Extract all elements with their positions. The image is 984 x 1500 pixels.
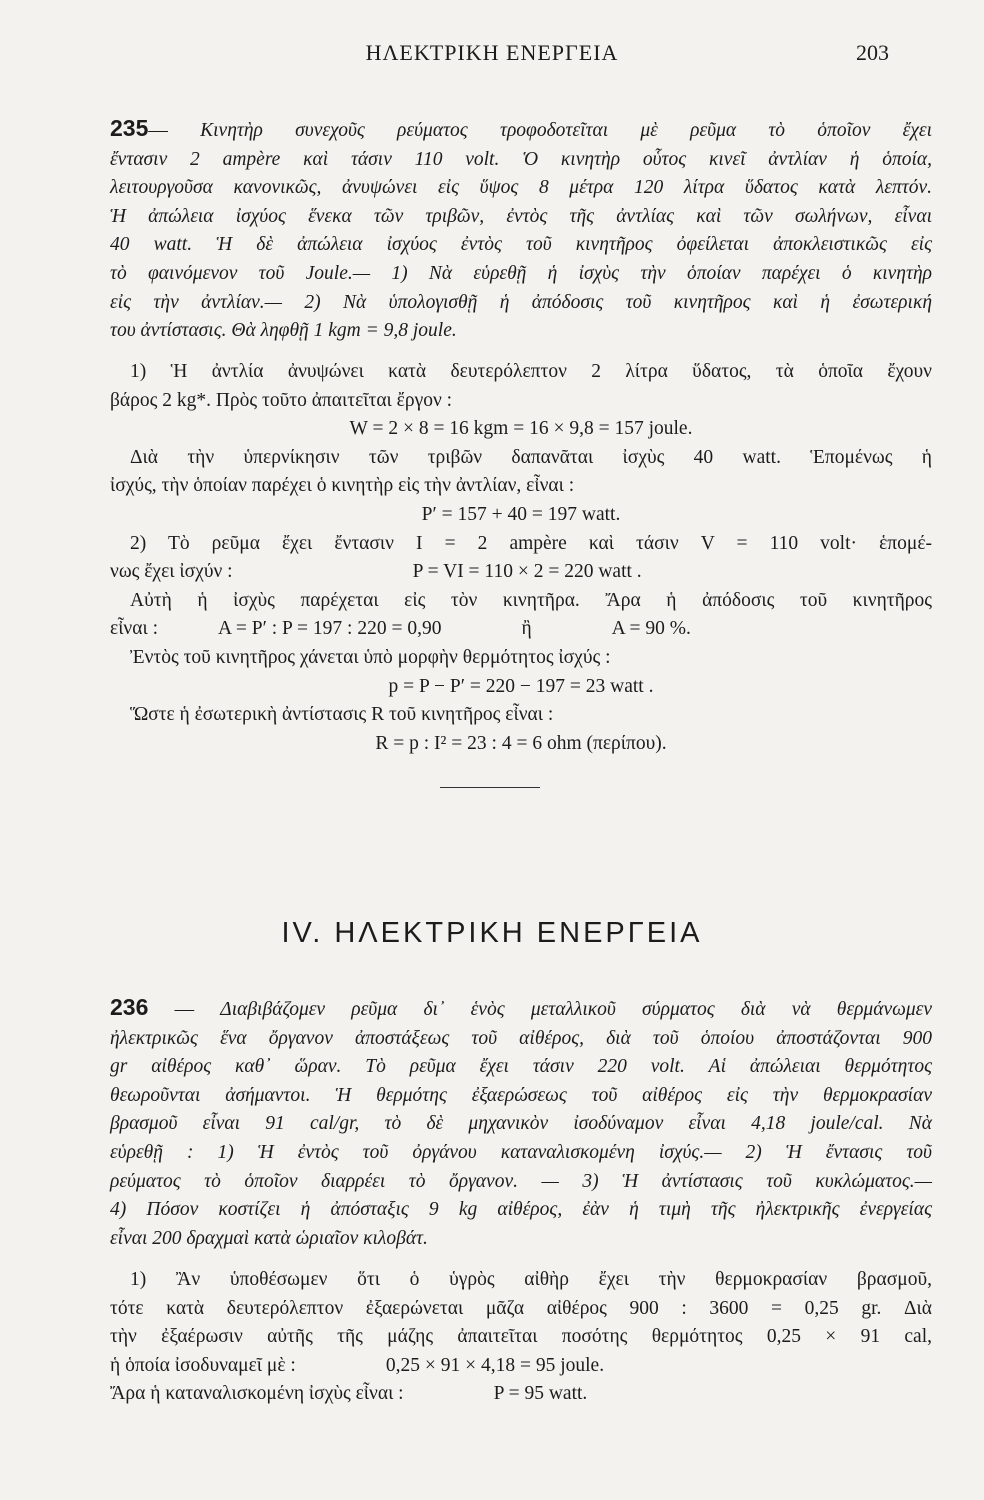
running-header-title: ΗΛΕΚΤΡΙΚΗ ΕΝΕΡΓΕΙΑ	[365, 40, 619, 65]
statement-line: Ἡ ἀπώλεια ἰσχύος ἕνεκα τῶν τριβῶν, ἐντὸς τῆς ἀντλίας καὶ τῶν σωλήνων, εἶναι	[110, 205, 932, 227]
solution-line: 1) Ἂν ὑποθέσωμεν ὅτι ὁ ὑγρὸς αἰθὴρ ἔχει τὴν θερμοκρασίαν βρασμοῦ,	[130, 1269, 932, 1290]
problem-dash: —	[174, 999, 195, 1020]
solution-line: νως ἔχει ἰσχύν : P = VI = 110 × 2 = 220 watt .	[110, 561, 642, 583]
problem-235-statement	[110, 114, 932, 346]
problem-235-solution	[110, 358, 932, 758]
solution-line: τὴν ἐξαέρωσιν αὐτῆς τῆς μάζης ἀπαιτεῖται ποσότης θερμότητος 0,25 × 91 cal,	[110, 1326, 932, 1348]
problem-236-solution	[110, 1266, 932, 1409]
statement-line: θεωροῦνται ἀσήμαντοι. Ἡ θερμότης ἐξαερώσεως τοῦ αἰθέρος εἰς τὴν θερμοκρασίαν	[110, 1084, 932, 1106]
statement-line: λειτουργοῦσα κανονικῶς, ἀνυψώνει εἰς ὕψος 8 μέτρα 120 λίτρα ὕδατος κατὰ λεπτόν.	[110, 177, 932, 199]
equation: A = 90 %.	[611, 618, 691, 640]
statement-line: του ἀντίστασις. Θὰ ληφθῇ 1 kgm = 9,8 joule.	[110, 320, 457, 342]
solution-line: Ἄρα ἡ καταναλισκομένη ἰσχὺς εἶναι : P = 95 watt.	[110, 1383, 588, 1405]
equation: W = 2 × 8 = 16 kgm = 16 × 9,8 = 157 joule.	[349, 418, 693, 440]
equation: R = p : I² = 23 : 4 = 6 ohm (περίπου).	[375, 732, 667, 754]
section-heading: IV. ΗΛΕΚΤΡΙΚΗ ΕΝΕΡΓΕΙΑ	[281, 917, 703, 949]
solution-line: Αὐτὴ ἡ ἰσχὺς παρέχεται εἰς τὸν κινητῆρα. Ἄρα ἡ ἀπόδοσις τοῦ κινητῆρος	[130, 589, 932, 611]
solution-line: εἶναι : A = P′ : P = 197 : 220 = 0,90 ἢ A = 90 %.	[110, 618, 691, 640]
solution-line: ἰσχύς, τὴν ὁποίαν παρέχει ὁ κινητὴρ εἰς τὴν ἀντλίαν, εἶναι :	[110, 475, 575, 497]
statement-line: τὸ φαινόμενον τοῦ Joule.— 1) Νὰ εὑρεθῇ ἡ ἰσχὺς τὴν ὁποίαν παρέχει ὁ κινητὴρ	[110, 262, 932, 284]
solution-line: Ἐντὸς τοῦ κινητῆρος χάνεται ὑπὸ μορφὴν θερμότητος ἰσχύς :	[130, 646, 611, 668]
statement-line: 40 watt. Ἡ δὲ ἀπώλεια ἰσχύος ἐντὸς τοῦ κινητῆρος ὀφείλεται ἀποκλειστικῶς εἰς	[110, 234, 932, 256]
solution-line: 2) Τὸ ρεῦμα ἔχει ἔντασιν I = 2 ampère καὶ τάσιν V = 110 volt· ἑπομέ-	[130, 532, 932, 554]
equation: P = 95 watt.	[493, 1383, 588, 1405]
page-number: 203	[856, 40, 889, 65]
solution-line: τότε κατὰ δευτερόλεπτον ἐξαερώνεται μᾶζα αἰθέρος 900 : 3600 = 0,25 gr. Διὰ	[110, 1297, 932, 1319]
solution-line: βάρος 2 kg*. Πρὸς τοῦτο ἀπαιτεῖται ἔργον :	[110, 389, 453, 411]
solution-line: Διὰ τὴν ὑπερνίκησιν τῶν τριβῶν δαπανᾶται ἰσχὺς 40 watt. Ἑπομένως ἡ	[130, 446, 932, 468]
problem-236-statement	[110, 993, 932, 1253]
problem-number: 236	[110, 994, 149, 1020]
statement-line: 236 — Διαβιβάζομεν ρεῦμα δι᾽ ἑνὸς μεταλλικοῦ σύρματος διὰ νὰ θερμάνωμεν	[110, 994, 933, 1020]
statement-line: βρασμοῦ εἶναι 91 cal/gr, τὸ δὲ μηχανικὸν ἰσοδύναμον εἶναι 4,18 joule/cal. Νὰ	[110, 1113, 932, 1135]
equation: P = VI = 110 × 2 = 220 watt .	[412, 561, 642, 583]
statement-line: ρεύματος τὸ ὁποῖον διαρρέει τὸ ὄργανον. — 3) Ἡ ἀντίστασις τοῦ κυκλώματος.—	[110, 1170, 932, 1192]
problem-dash: —	[148, 120, 168, 141]
problem-number: 235	[110, 115, 149, 141]
equation: 0,25 × 91 × 4,18 = 95 joule.	[385, 1354, 605, 1376]
solution-line: 1) Ἡ ἀντλία ἀνυψώνει κατὰ δευτερόλεπτον 2 λίτρα ὕδατος, τὰ ὁποῖα ἔχουν	[130, 361, 932, 382]
statement-line: εἶναι 200 δραχμαὶ κατὰ ὡριαῖον κιλοβάτ.	[110, 1227, 428, 1249]
statement-line: ἔντασιν 2 ampère καὶ τάσιν 110 volt. Ὁ κινητὴρ οὗτος κινεῖ ἀντλίαν ἡ ὁποία,	[110, 148, 932, 170]
equation: A = P′ : P = 197 : 220 = 0,90	[218, 618, 442, 640]
statement-line: εἰς τὴν ἀντλίαν.— 2) Νὰ ὑπολογισθῇ ἡ ἀπόδοσις τοῦ κινητῆρος καὶ ἡ ἐσωτερική	[110, 291, 932, 313]
equation: p = P − P′ = 220 − 197 = 23 watt .	[388, 675, 654, 697]
separator-rule	[440, 787, 540, 788]
equation: P′ = 157 + 40 = 197 watt.	[421, 503, 621, 525]
solution-line: Ὥστε ἡ ἐσωτερικὴ ἀντίστασις R τοῦ κινητῆρος εἶναι :	[130, 704, 554, 726]
statement-line: ἠλεκτρικῶς ἕνα ὄργανον ἀποστάξεως τοῦ αἰθέρος, διὰ τοῦ ὁποίου ἀποστάζονται 900	[110, 1027, 932, 1049]
solution-line: ἡ ὁποία ἰσοδυναμεῖ μὲ : 0,25 × 91 × 4,18 = 95 joule.	[110, 1354, 605, 1376]
statement-line: εὑρεθῇ : 1) Ἡ ἐντὸς τοῦ ὀργάνου καταναλισκομένη ἰσχύς.— 2) Ἡ ἔντασις τοῦ	[110, 1141, 932, 1163]
statement-line: 4) Πόσον κοστίζει ἡ ἀπόσταξις 9 kg αἰθέρος, ἐὰν ἡ τιμὴ τῆς ἠλεκτρικῆς ἐνεργείας	[110, 1199, 932, 1221]
statement-line: gr αἰθέρος καθ᾽ ὥραν. Τὸ ρεῦμα ἔχει τάσιν 220 volt. Αἱ ἀπώλειαι θερμότητος	[110, 1056, 932, 1078]
statement-line: 235— Κινητὴρ συνεχοῦς ρεύματος τροφοδοτεῖται μὲ ρεῦμα τὸ ὁποῖον ἔχει	[110, 115, 932, 141]
